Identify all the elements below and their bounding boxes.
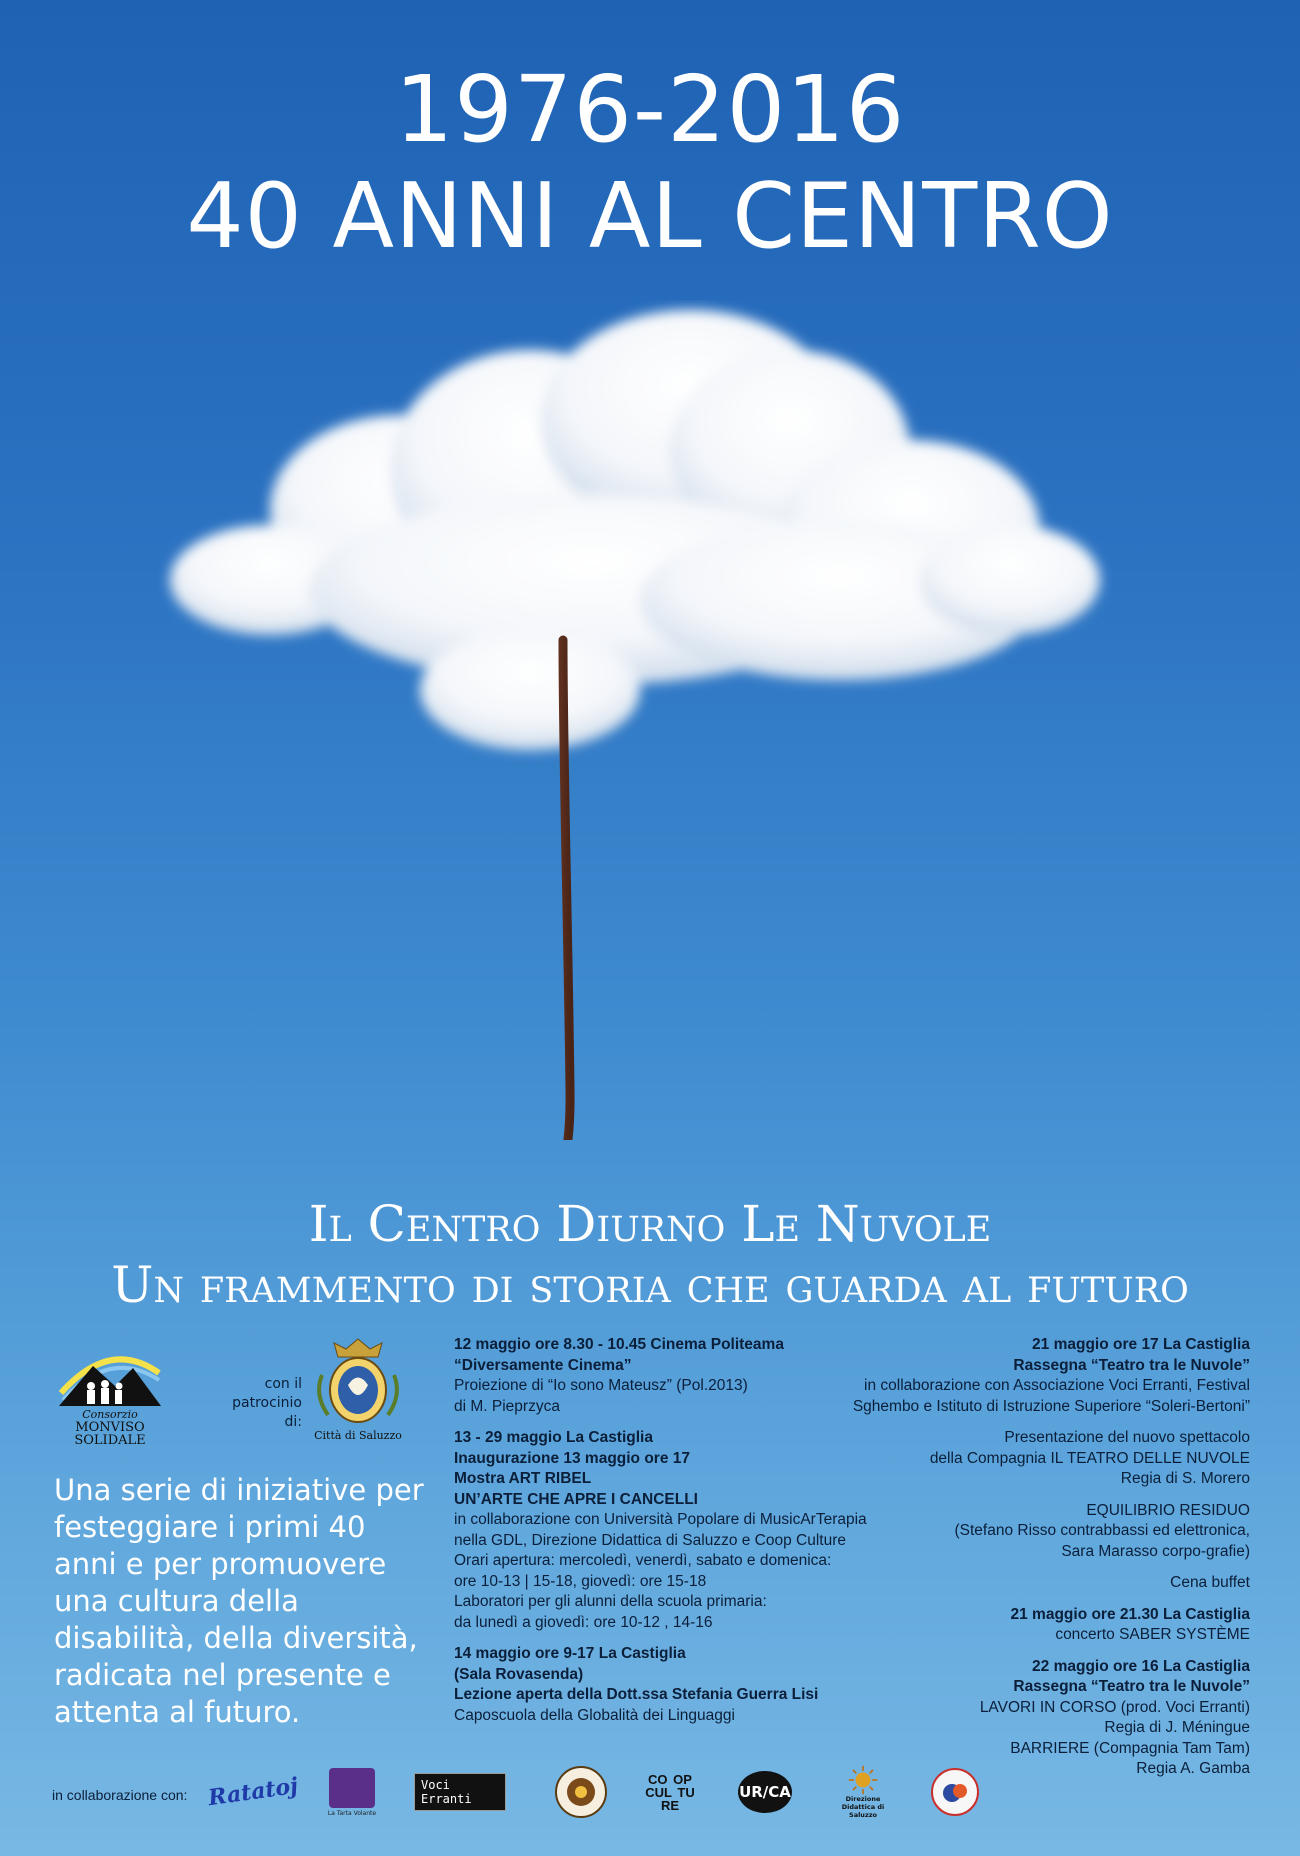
event-detail-line: Sara Marasso corpo-grafie) (1061, 1542, 1250, 1560)
event-detail-line: Orari apertura: mercoledì, venerdì, sabato e domenica: (454, 1552, 832, 1569)
direzione-didattica-label: Direzione Didattica di Saluzzo (841, 1795, 885, 1819)
musicarterapia-logo (554, 1765, 608, 1819)
monviso-label: MONVISO (75, 1420, 145, 1435)
ratatoj-label: Ratatoj (206, 1772, 300, 1812)
event-detail-line: ore 10-13 | 15-18, giovedì: ore 15-18 (454, 1572, 707, 1590)
event-heading-line: UN’ARTE CHE APRE I CANCELLI (454, 1490, 698, 1508)
event-heading-line: Rassegna “Teatro tra le Nuvole” (1013, 1356, 1250, 1374)
event-detail-line: Caposcuola della Globalità dei Linguaggi (454, 1706, 735, 1724)
event-heading-line: 21 maggio ore 17 La Castiglia (1032, 1336, 1250, 1353)
voci-erranti-logo (414, 1765, 506, 1819)
circular-partner-logo (930, 1765, 980, 1819)
event-detail-line: da lunedì a giovedì: ore 10-12 , 14-16 (454, 1613, 713, 1631)
event-heading-line: 14 maggio ore 9-17 La Castiglia (454, 1645, 686, 1662)
event-block (760, 1657, 1250, 1780)
event-detail-line: Laboratori per gli alunni della scuola primaria: (454, 1593, 767, 1610)
event-detail-line: BARRIERE (Compagnia Tam Tam) (1010, 1739, 1250, 1757)
event-detail-line: Presentazione del nuovo spettacolo (1004, 1429, 1250, 1446)
intro-text: Una serie di iniziative per festeggiare i primi 40 anni e per promuovere una cultura della disabilità, della diversità, radicata nel presente e attenta al futuro. (54, 1473, 424, 1729)
event-detail-line: in collaborazione con Associazione Voci Erranti, Festival (864, 1377, 1250, 1394)
event-block (760, 1605, 1250, 1646)
ratatoj-logo (206, 1765, 300, 1819)
event-detail-line: (Stefano Risso contrabbassi ed elettronica, (954, 1522, 1250, 1539)
cloud-shape (170, 310, 1100, 750)
event-detail-line: Cena buffet (1170, 1574, 1250, 1591)
event-heading-line: (Sala Rovasenda) (454, 1665, 584, 1683)
event-heading-line: Mostra ART RIBEL (454, 1470, 592, 1487)
event-heading-line: 21 maggio ore 21.30 La Castiglia (1010, 1605, 1250, 1623)
event-detail-line: Regia di S. Morero (1120, 1470, 1250, 1487)
events-right-column (760, 1335, 1250, 1791)
direzione-didattica-logo (830, 1765, 896, 1819)
anniversary-title: 40 ANNI AL CENTRO (186, 164, 1114, 269)
event-detail-line: Regia A. Gamba (1136, 1760, 1250, 1777)
cloud-umbrella-illustration (150, 300, 1150, 1140)
collab-label: in collaborazione con: (52, 1787, 188, 1803)
la-tarta-volante-logo (326, 1765, 378, 1819)
solidale-label: SOLIDALE (74, 1433, 146, 1448)
years-heading: 1976-2016 (394, 56, 906, 163)
coop-culture-label: CO OP CUL TU RE (645, 1771, 695, 1813)
event-detail-line: LAVORI IN CORSO (prod. Voci Erranti) (979, 1698, 1250, 1716)
event-block (760, 1501, 1250, 1563)
event-heading-line: 12 maggio ore 8.30 - 10.45 Cinema Politeama (454, 1336, 784, 1353)
citta-label: Città di Saluzzo (314, 1429, 402, 1442)
event-heading-line: “Diversamente Cinema” (454, 1356, 632, 1374)
event-detail-line: di M. Pieprzyca (454, 1397, 560, 1415)
coop-culture-logo (640, 1765, 700, 1819)
event-block (760, 1335, 1250, 1417)
event-block (760, 1573, 1250, 1594)
event-detail-line: della Compagnia IL TEATRO DELLE NUVOLE (929, 1449, 1250, 1467)
subtitle-line-2: Un frammento di storia che guarda al futuro (111, 1256, 1189, 1314)
event-heading-line: Inaugurazione 13 maggio ore 17 (454, 1449, 691, 1467)
event-detail-line: nella GDL, Direzione Didattica di Saluzzo e Coop Culture (454, 1531, 847, 1549)
consorzio-monviso-logo (55, 1338, 165, 1448)
event-detail-line: EQUILIBRIO RESIDUO (1086, 1501, 1250, 1519)
event-detail-line: Regia di J. Méningue (1104, 1719, 1250, 1736)
tarta-volante-mark (329, 1768, 375, 1808)
urca-label: UR/CA (738, 1771, 792, 1813)
event-heading-line: 22 maggio ore 16 La Castiglia (1032, 1657, 1250, 1675)
event-detail-line: in collaborazione con Università Popolare di MusicArTerapia (454, 1511, 867, 1528)
event-detail-line: concerto SABER SYSTÈME (1055, 1626, 1250, 1643)
event-detail-line: Sghembo e Istituto di Istruzione Superiore “Soleri-Bertoni” (852, 1397, 1250, 1415)
sun-icon (845, 1765, 881, 1795)
tarta-volante-label: La Tarta Volante (327, 1809, 377, 1817)
voci-erranti-label: Voci Erranti (414, 1773, 506, 1811)
consorzio-label: Consorzio (82, 1408, 138, 1421)
citta-di-saluzzo-crest (308, 1335, 408, 1445)
event-block (760, 1428, 1250, 1490)
patrocinio-label: con il patrocinio di: (232, 1376, 302, 1430)
event-detail-line: Proiezione di “Io sono Mateusz” (Pol.2013) (454, 1377, 748, 1394)
subtitle-line-1: Il Centro Diurno Le Nuvole (308, 1195, 992, 1253)
event-heading-line: 13 - 29 maggio La Castiglia (454, 1429, 653, 1446)
urca-logo (736, 1765, 794, 1819)
event-heading-line: Rassegna “Teatro tra le Nuvole” (1013, 1678, 1250, 1695)
event-heading-line: Lezione aperta della Dott.ssa Stefania Guerra Lisi (454, 1686, 819, 1703)
